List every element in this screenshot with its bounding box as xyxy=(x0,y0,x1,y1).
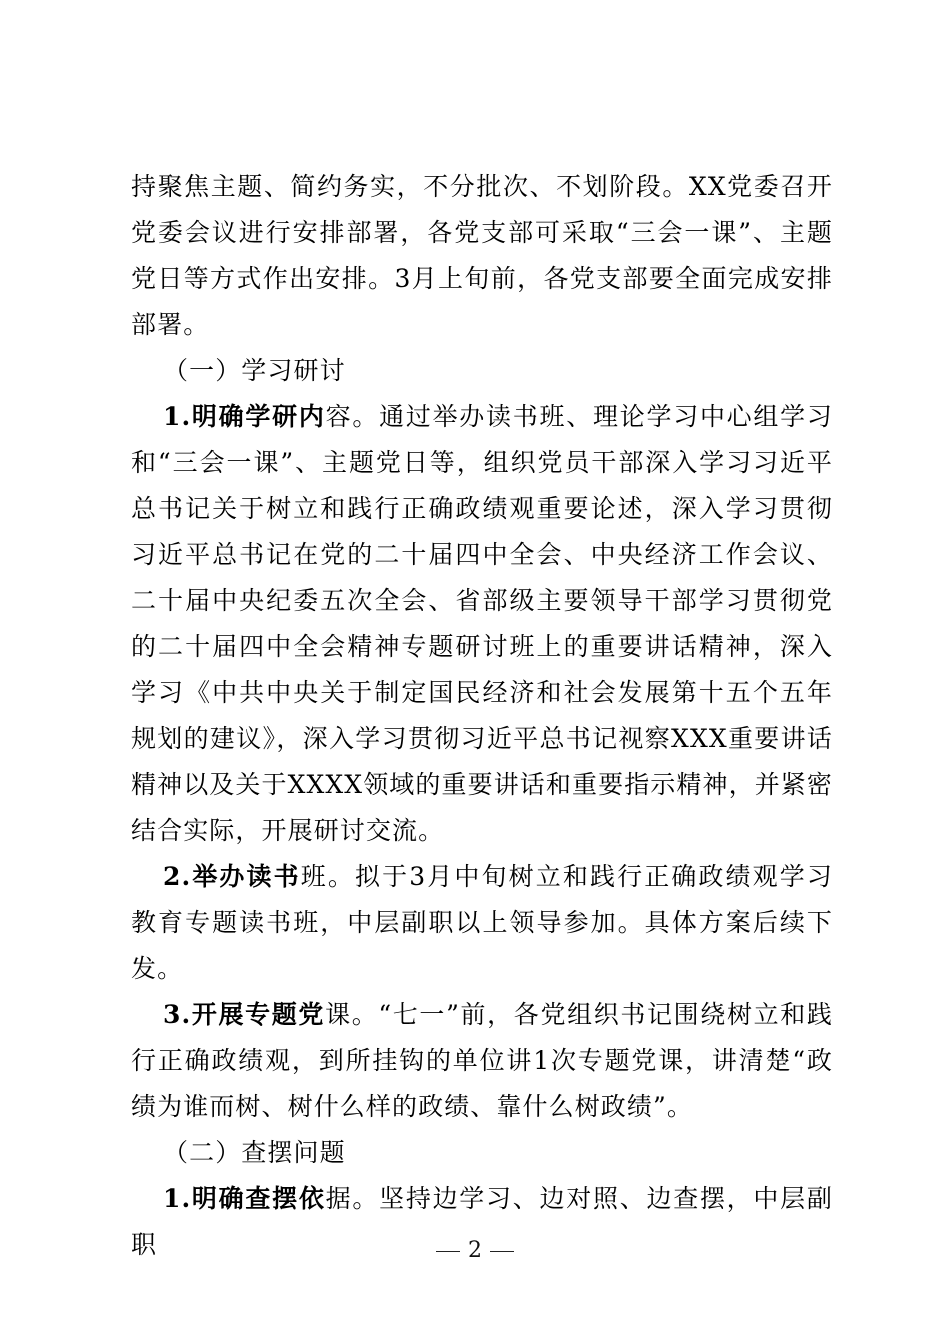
section-heading-study xyxy=(131,348,833,394)
document-body xyxy=(131,164,833,1268)
item-lead: 1.明确查摆依 xyxy=(163,1184,326,1213)
item-paragraph-party-lecture xyxy=(131,992,833,1130)
page-number: 2 xyxy=(468,1238,482,1263)
section-heading-text: （一）学习研讨 xyxy=(163,356,346,385)
item-text: 课。“七一”前，各党组织书记围绕树立和践行正确政绩观，到所挂钩的单位讲1次专题党课，讲清楚“政绩为谁而树、树什么样的政绩、靠什么树政绩”。 xyxy=(131,1000,833,1121)
item-lead: 3.开展专题党 xyxy=(163,1000,326,1029)
item-text: 容。通过举办读书班、理论学习中心组学习和“三会一课”、主题党日等，组织党员干部深入学习习近平总书记关于树立和践行正确政绩观重要论述，深入学习贯彻习近平总书记在党的二十届四中全会、中央经济工作会议、二十届中央纪委五次全会、省部级主要领导干部学习贯彻党的二十届四中全会精神专题研讨班上的重要讲话精神，深入学习《中共中央关于制定国民经济和社会发展第十五个五年规划的建议》，深入学习贯彻习近平总书记视察XXX重要讲话精神以及关于XXXX领域的重要讲话和重要指示精神，并紧密结合实际，开展研讨交流。 xyxy=(131,402,833,845)
section-heading-text: （二）查摆问题 xyxy=(163,1138,346,1167)
item-text: 班。拟于3月中旬树立和践行正确政绩观学习教育专题读书班，中层副职以上领导参加。具体方案后续下发。 xyxy=(131,862,833,983)
item-lead: 1.明确学研内 xyxy=(163,402,326,431)
paragraph-text: 持聚焦主题、简约务实，不分批次、不划阶段。XX党委召开党委会议进行安排部署，各党支部可采取“三会一课”、主题党日等方式作出安排。3月上旬前，各党支部要全面完成安排部署。 xyxy=(131,172,833,339)
item-lead: 2.举办读书 xyxy=(163,862,301,891)
item-paragraph-reading-class xyxy=(131,854,833,992)
item-text: 据。坚持边学习、边对照、边查摆，中层副职 xyxy=(131,1184,833,1259)
continuation-paragraph xyxy=(131,164,833,348)
em-dash-left xyxy=(436,1251,460,1252)
page-number-footer xyxy=(0,1236,950,1266)
item-paragraph-study-content xyxy=(131,394,833,854)
em-dash-right xyxy=(490,1251,514,1252)
section-heading-problems xyxy=(131,1130,833,1176)
